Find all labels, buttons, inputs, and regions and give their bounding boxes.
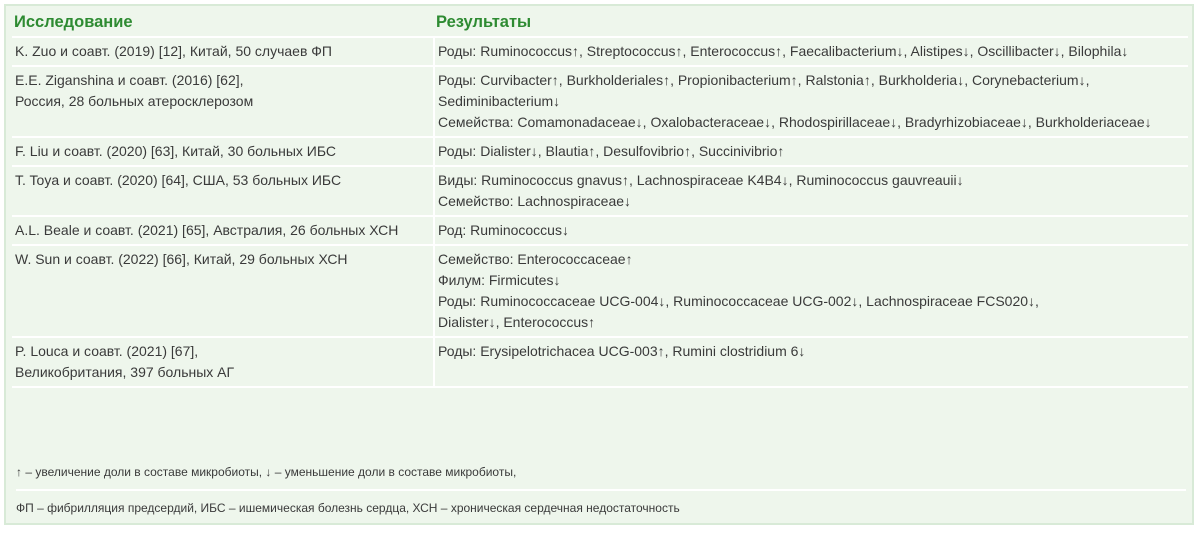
study-line: A.L. Beale и соавт. (2021) [65], Австралия, 26 больных ХСН xyxy=(15,222,399,238)
results-line: Роды: Dialister↓, Blautia↑, Desulfovibrio↑, Succinivibrio↑ xyxy=(438,143,785,159)
study-line: E.E. Ziganshina и соавт. (2016) [62], xyxy=(15,72,244,88)
table-header-row xyxy=(12,8,1188,37)
results-cell xyxy=(434,137,1188,166)
study-cell xyxy=(12,216,434,245)
study-cell xyxy=(12,166,434,216)
results-line: Род: Ruminococcus↓ xyxy=(438,222,569,238)
results-line: Роды: Ruminococcus↑, Streptococcus↑, Enterococcus↑, Faecalibacterium↓, Alistipes↓, Oscillibacter↓, Bilophila↓ xyxy=(438,43,1129,59)
results-line: Филум: Firmicutes↓ xyxy=(438,272,561,288)
results-cell xyxy=(434,166,1188,216)
results-line: Семейство: Lachnospiraceae↓ xyxy=(438,193,632,209)
results-line: Sediminibacterium↓ xyxy=(438,93,561,109)
study-line: Великобритания, 397 больных АГ xyxy=(15,364,235,380)
notes-divider xyxy=(16,489,1186,491)
study-cell xyxy=(12,245,434,337)
study-cell xyxy=(12,337,434,387)
results-line: Роды: Erysipelotrichacea UCG-003↑, Rumini clostridium 6↓ xyxy=(438,343,806,359)
study-line: T. Toya и соавт. (2020) [64], США, 53 больных ИБС xyxy=(15,172,342,188)
study-cell xyxy=(12,137,434,166)
table-row xyxy=(12,137,1188,166)
table-row xyxy=(12,216,1188,245)
results-cell xyxy=(434,37,1188,66)
results-cell xyxy=(434,337,1188,387)
study-line: F. Liu и соавт. (2020) [63], Китай, 30 больных ИБС xyxy=(15,143,336,159)
table-row xyxy=(12,37,1188,66)
note-abbreviations: ФП – фибрилляция предсердий, ИБС – ишемическая болезнь сердца, ХСН – хроническая сердечная недостаточность xyxy=(16,501,680,515)
results-cell xyxy=(434,216,1188,245)
study-line: P. Louca и соавт. (2021) [67], xyxy=(15,343,199,359)
results-cell xyxy=(434,66,1188,137)
table-row xyxy=(12,166,1188,216)
study-cell xyxy=(12,37,434,66)
table-row xyxy=(12,245,1188,337)
results-line: Семейство: Enterococcaceae↑ xyxy=(438,251,633,267)
note-arrows: ↑ – увеличение доли в составе микробиоты, ↓ – уменьшение доли в составе микробиоты, xyxy=(16,465,517,479)
studies-table xyxy=(12,8,1188,388)
table-row xyxy=(12,66,1188,137)
results-line: Семейства: Comamonadaceae↓, Oxalobacteraceae↓, Rhodospirillaceae↓, Bradyrhizobiaceae↓, Burkholderiaceae↓ xyxy=(438,114,1152,130)
results-cell xyxy=(434,245,1188,337)
header-study: Исследование xyxy=(12,8,434,37)
results-line: Роды: Ruminococcaceae UCG-004↓, Ruminococcaceae UCG-002↓, Lachnospiraceae FCS020↓, xyxy=(438,293,1039,309)
study-cell xyxy=(12,66,434,137)
study-line: W. Sun и соавт. (2022) [66], Китай, 29 больных ХСН xyxy=(15,251,348,267)
results-line: Виды: Ruminococcus gnavus↑, Lachnospiraceae K4B4↓, Ruminococcus gauvreauii↓ xyxy=(438,172,964,188)
study-line: K. Zuo и соавт. (2019) [12], Китай, 50 случаев ФП xyxy=(15,43,332,59)
table-row xyxy=(12,337,1188,387)
study-line: Россия, 28 больных атеросклерозом xyxy=(15,93,254,109)
header-results: Результаты xyxy=(434,8,1188,37)
results-line: Роды: Curvibacter↑, Burkholderiales↑, Propionibacterium↑, Ralstonia↑, Burkholderia↓, Corynebacterium↓, xyxy=(438,72,1090,88)
results-line: Dialister↓, Enterococcus↑ xyxy=(438,314,596,330)
table-frame xyxy=(4,4,1194,525)
